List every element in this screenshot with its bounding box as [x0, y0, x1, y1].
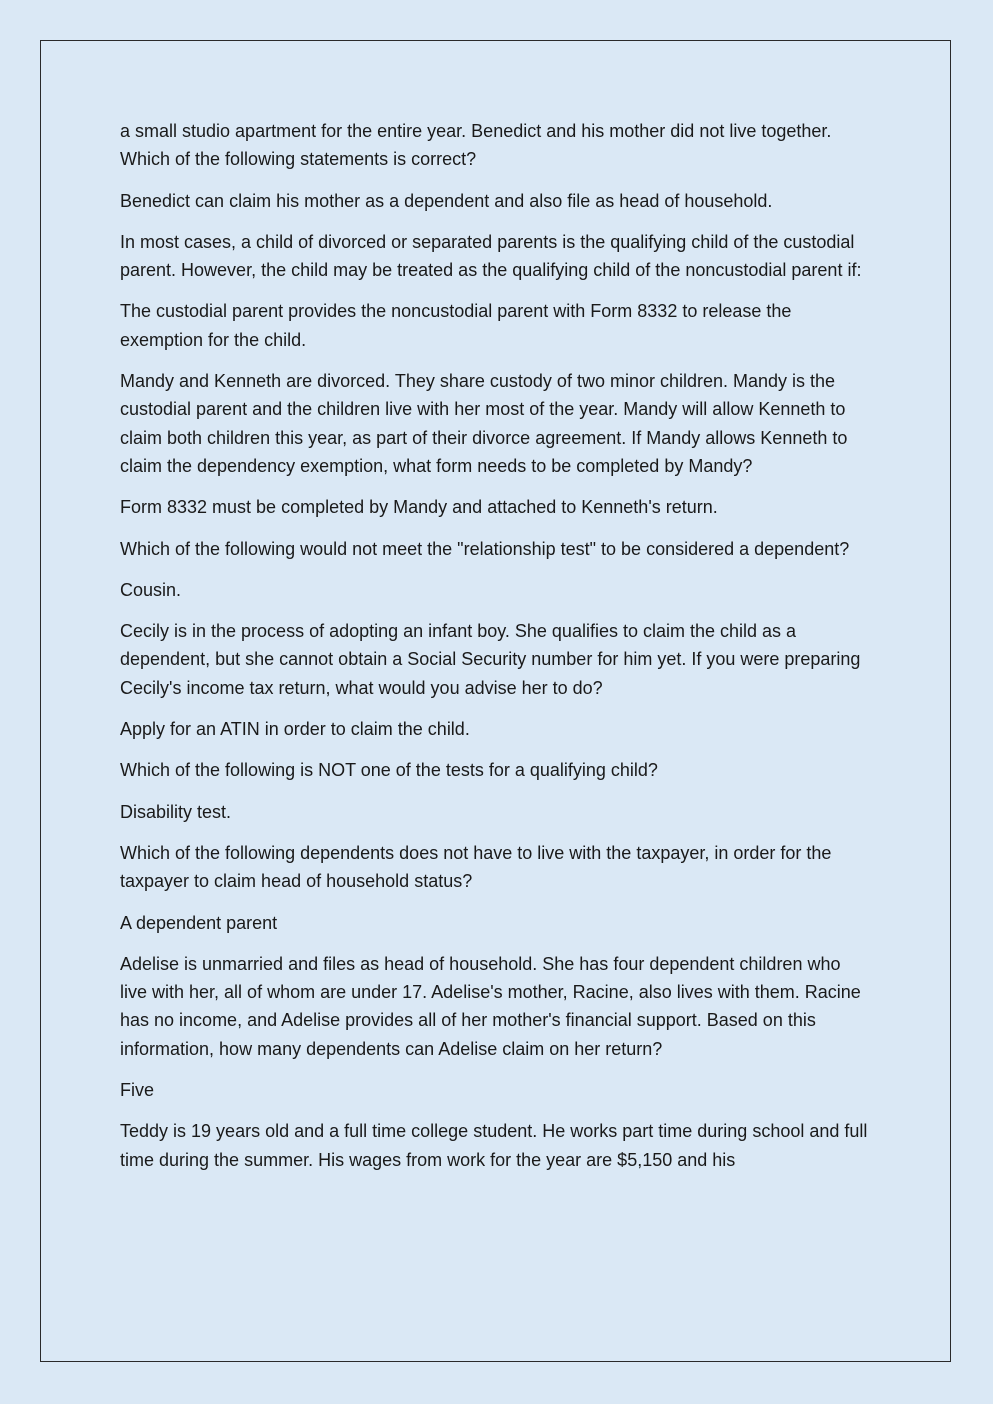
paragraph-1: a small studio apartment for the entire year. Benedict and his mother did not live together. Which of the following statements is correct?: [120, 121, 832, 170]
paragraph-16: Five: [120, 1080, 155, 1101]
paragraph-5: Mandy and Kenneth are divorced. They share custody of two minor children. Mandy is the custodial parent and the children live with her most of the year. Mandy will allow Kenneth to claim both children this year, as part of their divorce agreement. If Mandy allows Kenneth to claim the dependency exemption, what form needs to be completed by Mandy?: [120, 371, 848, 476]
paragraph-12: Disability test.: [120, 801, 232, 822]
document-body: [120, 117, 872, 1187]
paragraph-17: Teddy is 19 years old and a full time college student. He works part time during school and full time during the summer. His wages from work for the year are $5,150 and his: [120, 1121, 868, 1170]
paragraph-4: The custodial parent provides the noncustodial parent with Form 8332 to release the exemption for the child.: [120, 301, 792, 350]
paragraph-11: Which of the following is NOT one of the tests for a qualifying child?: [120, 760, 658, 781]
paragraph-3: In most cases, a child of divorced or separated parents is the qualifying child of the custodial parent. However, the child may be treated as the qualifying child of the noncustodial parent if:: [120, 231, 862, 281]
paragraph-14: A dependent parent: [120, 912, 278, 933]
paragraph-15: Adelise is unmarried and files as head of household. She has four dependent children who live with her, all of whom are under 17. Adelise's mother, Racine, also lives with them. Racine has no income, and Adelise provides all of her mother's financial support. Based on this information, how many dependents can Adelise claim on her return?: [120, 953, 861, 1059]
paragraph-13: Which of the following dependents does not have to live with the taxpayer, in order for the taxpayer to claim head of household status?: [120, 842, 832, 892]
paragraph-10: Apply for an ATIN in order to claim the child.: [120, 719, 470, 740]
paragraph-7: Which of the following would not meet the "relationship test" to be considered a dependent?: [120, 538, 850, 559]
paragraph-2: Benedict can claim his mother as a dependent and also file as head of household.: [120, 190, 773, 211]
paragraph-9: Cecily is in the process of adopting an infant boy. She qualifies to claim the child as a dependent, but she cannot obtain a Social Security number for him yet. If you were preparing Cecily's income tax return, what would you advise her to do?: [120, 621, 861, 698]
paragraph-8: Cousin.: [120, 579, 182, 600]
paragraph-6: Form 8332 must be completed by Mandy and attached to Kenneth's return.: [120, 497, 718, 518]
